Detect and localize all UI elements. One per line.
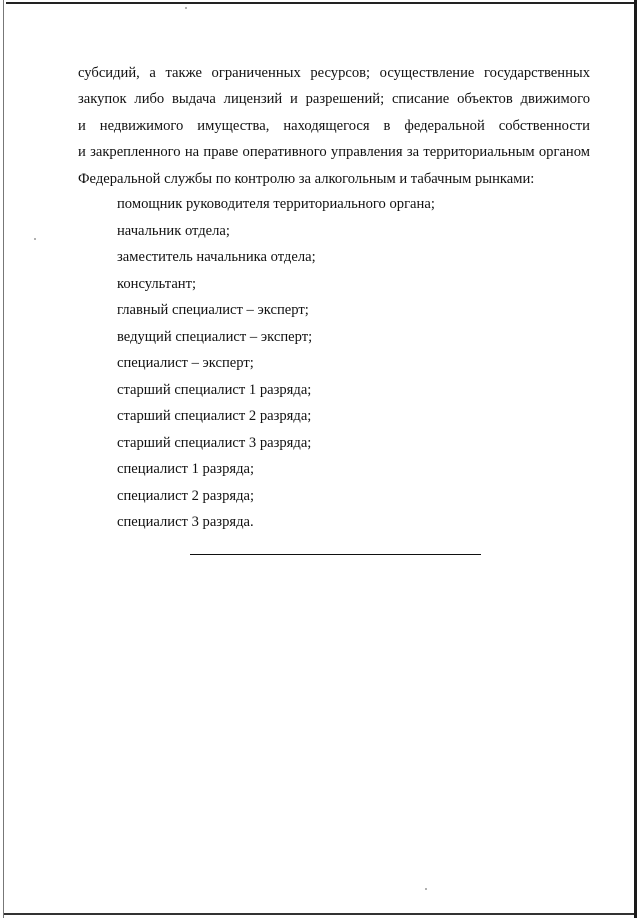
scan-edge-right xyxy=(634,0,637,918)
position-item: консультант; xyxy=(117,275,197,292)
position-item: специалист – эксперт; xyxy=(117,355,254,371)
scan-edge-left xyxy=(3,0,4,918)
scan-edge-top xyxy=(6,2,634,4)
paragraph-line: закупок либо выдача лицензий и разрешений; списание объектов движимого xyxy=(78,91,590,108)
position-item: старший специалист 1 разряда; xyxy=(117,381,312,398)
scan-speck xyxy=(185,7,187,9)
end-of-document-rule xyxy=(190,554,481,555)
position-item: специалист 2 разряда; xyxy=(117,487,255,504)
position-item: начальник отдела; xyxy=(117,222,230,239)
position-item: специалист 3 разряда. xyxy=(117,514,254,530)
positions-list xyxy=(117,191,435,536)
position-item: заместитель начальника отдела; xyxy=(117,249,316,265)
paragraph-line: Федеральной службы по контролю за алкогольным и табачным рынками: xyxy=(78,170,535,187)
position-item: старший специалист 2 разряда; xyxy=(117,408,312,424)
scan-speck xyxy=(425,888,427,890)
body-paragraph xyxy=(78,60,590,192)
paragraph-line: и недвижимого имущества, находящегося в федеральной собственности xyxy=(78,117,590,134)
scan-edge-bottom xyxy=(4,913,634,915)
position-item: главный специалист – эксперт; xyxy=(117,302,309,318)
scan-speck xyxy=(34,238,36,240)
position-item: помощник руководителя территориального органа; xyxy=(117,196,435,212)
position-item: старший специалист 3 разряда; xyxy=(117,434,312,451)
paragraph-line: и закрепленного на праве оперативного управления за территориальным органом xyxy=(78,144,590,161)
position-item: ведущий специалист – эксперт; xyxy=(117,328,313,345)
position-item: специалист 1 разряда; xyxy=(117,461,255,477)
paragraph-line: субсидий, а также ограниченных ресурсов; осуществление государственных xyxy=(78,65,590,81)
